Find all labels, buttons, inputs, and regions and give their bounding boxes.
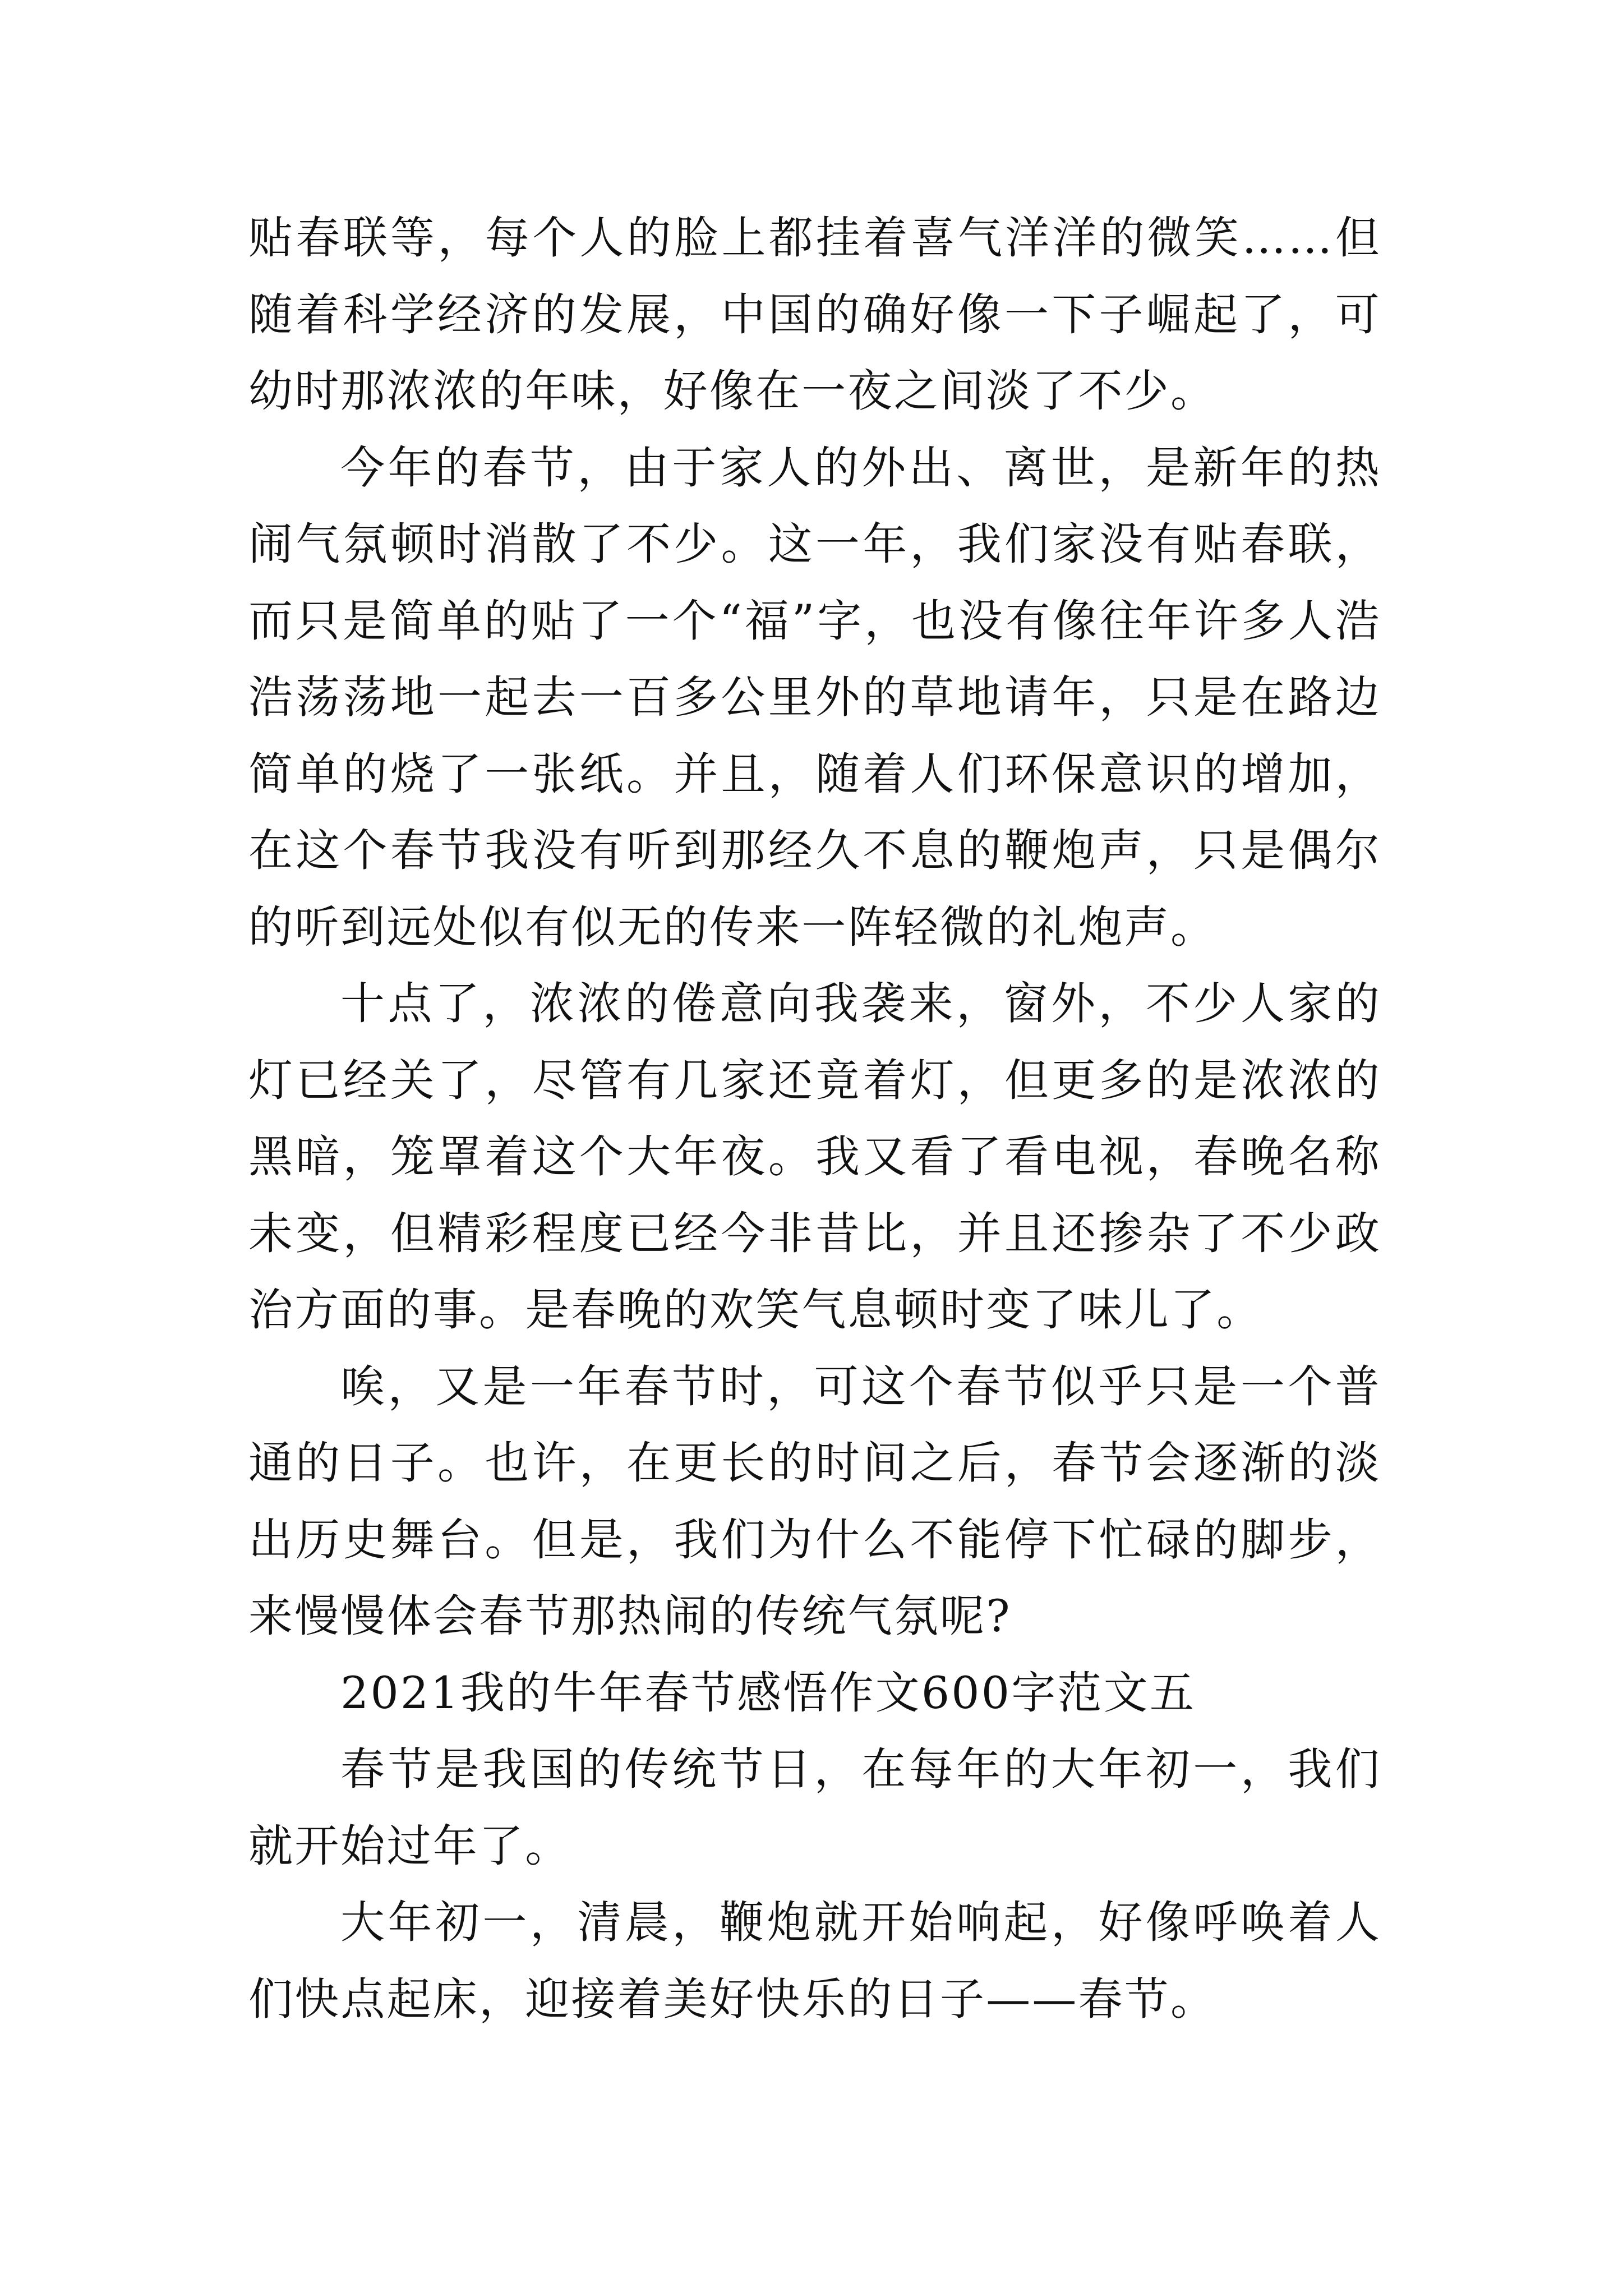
paragraph: 大年初一，清晨，鞭炮就开始响起，好像呼唤着人们快点起床，迎接着美好快乐的日子——春节。 [248, 1897, 1381, 2025]
paragraph-continued: 贴春联等，每个人的脸上都挂着喜气洋洋的微笑……但随着科学经济的发展，中国的确好像一下子崛起了，可幼时那浓浓的年味，好像在一夜之间淡了不少。 [248, 212, 1381, 417]
paragraph: 春节是我国的传统节日，在每年的大年初一，我们就开始过年了。 [248, 1743, 1381, 1872]
paragraph: 十点了，浓浓的倦意向我袭来，窗外，不少人家的灯已经关了，尽管有几家还竟着灯，但更多的是浓浓的黑暗，笼罩着这个大年夜。我又看了看电视，春晚名称未变，但精彩程度已经今非昔比，并且还掺杂了不少政治方面的事。是春晚的欢笑气息顿时变了味儿了。 [248, 978, 1381, 1336]
document-body [248, 200, 1381, 2037]
section-heading: 2021我的牛年春节感悟作文600字范文五 [340, 1667, 1196, 1719]
paragraph: 今年的春节，由于家人的外出、离世，是新年的热闹气氛顿时消散了不少。这一年，我们家没有贴春联，而只是简单的贴了一个“福”字，也没有像往年许多人浩浩荡荡地一起去一百多公里外的草地请年，只是在路边简单的烧了一张纸。并且，随着人们环保意识的增加，在这个春节我没有听到那经久不息的鞭炮声，只是偶尔的听到远处似有似无的传来一阵轻微的礼炮声。 [248, 441, 1381, 953]
paragraph: 唉，又是一年春节时，可这个春节似乎只是一个普通的日子。也许，在更长的时间之后，春节会逐渐的淡出历史舞台。但是，我们为什么不能停下忙碌的脚步，来慢慢体会春节那热闹的传统气氛呢? [248, 1360, 1381, 1642]
